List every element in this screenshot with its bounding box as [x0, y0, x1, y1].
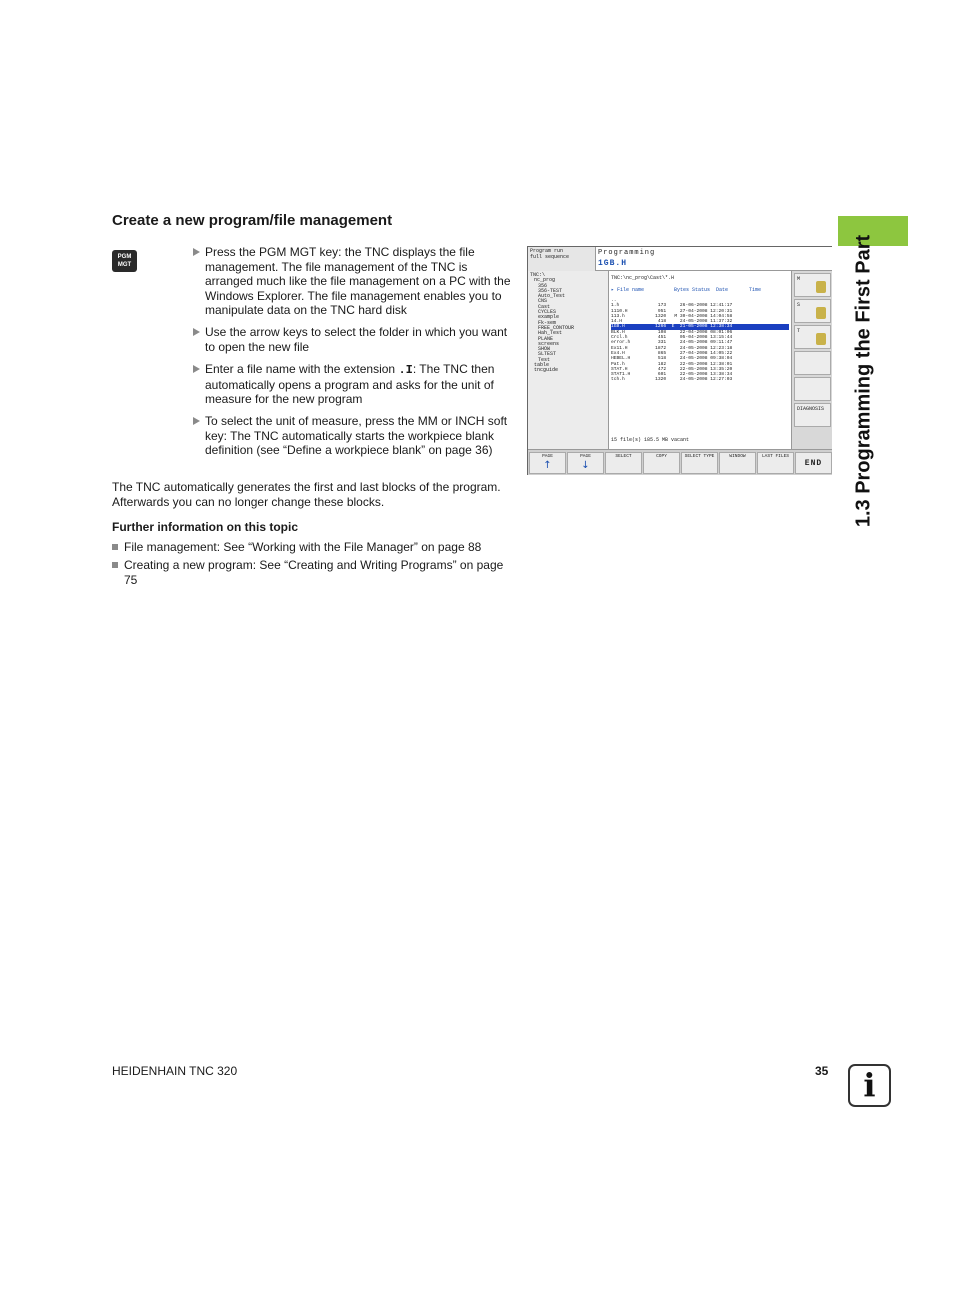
- tree-item[interactable]: screens: [538, 340, 560, 347]
- file-row[interactable]: Crcl.h 451 05-04-2008 13:15:44: [611, 335, 733, 341]
- programming-title: Programming: [598, 249, 656, 257]
- pgm-key-line1: PGM: [117, 254, 132, 260]
- file-row[interactable]: Ex4.H 865 27-04-2008 14:05:22: [611, 350, 733, 356]
- file-row[interactable]: Pat.h 182 22-05-2008 12:38:01: [611, 361, 733, 367]
- step-1-text: Press the PGM MGT key: the TNC displays the file management. The file management of the TNC is arranged much like the file management on a PC with the Windows Explorer. The file management enables you to manipulate data on the TNC hard disk: [205, 245, 511, 317]
- pgm-mgt-key-icon: [112, 250, 137, 272]
- further-item-2: [112, 558, 512, 587]
- triangle-bullet-icon: [193, 248, 200, 256]
- machine-icon: [816, 281, 826, 293]
- tree-item[interactable]: example: [538, 314, 560, 321]
- file-row[interactable]: 113.h 1320 M 30-04-2008 14:04:58: [611, 313, 733, 319]
- softkey-row: [528, 449, 832, 475]
- step-4: [193, 414, 511, 458]
- file-list-panel: [609, 271, 791, 449]
- tree-item[interactable]: nc_prog: [534, 277, 556, 284]
- triangle-bullet-icon: [193, 365, 200, 373]
- tree-item[interactable]: CNS: [538, 298, 548, 305]
- spindle-icon: [816, 307, 826, 319]
- file-row[interactable]: error.h 331 24-05-2008 09:11:47: [611, 340, 733, 346]
- select-type-label: SELECT TYPE: [684, 454, 715, 459]
- step-4-text: To select the unit of measure, press the MM or INCH soft key: The TNC automatically starts the workpiece blank definition (see “Define a workpiece blank” on page 36): [205, 414, 508, 457]
- tree-item[interactable]: table: [534, 362, 550, 369]
- page-down-label: PAGE: [580, 454, 591, 459]
- m-label: M: [797, 276, 801, 282]
- tree-item[interactable]: TNC:\: [530, 272, 546, 278]
- tree-item[interactable]: Hah_Test: [538, 330, 563, 337]
- further-info-heading: Further information on this topic: [112, 520, 298, 534]
- step-2: [193, 325, 511, 354]
- empty-softkey-1[interactable]: [794, 351, 831, 375]
- t-label: T: [797, 328, 801, 334]
- copy-label: COPY: [656, 454, 667, 459]
- arrow-down-icon: ↓: [581, 460, 590, 471]
- spindle-m-button[interactable]: [794, 273, 831, 297]
- step-2-text: Use the arrow keys to select the folder in which you want to open the new file: [205, 325, 508, 354]
- tree-item[interactable]: FREE_CONTOUR: [538, 324, 575, 331]
- tree-item[interactable]: Test: [538, 356, 551, 363]
- tree-item[interactable]: Fk-sem: [538, 319, 557, 326]
- chapter-side-title-text: 1.3 Programming the First Part: [852, 234, 875, 528]
- tree-item[interactable]: Cast: [538, 303, 551, 310]
- last-files-softkey[interactable]: [757, 452, 794, 474]
- active-file-name: 1GB.H: [598, 259, 628, 268]
- tool-icon: [816, 333, 826, 345]
- directory-tree: [528, 271, 609, 449]
- square-bullet-icon: [112, 562, 118, 568]
- file-row[interactable]: 14.H 418 24-05-2008 11:37:32: [611, 319, 733, 325]
- chapter-side-title: [840, 216, 888, 546]
- tree-item[interactable]: SHOW: [538, 346, 551, 353]
- window-label: WINDOW: [729, 454, 746, 459]
- file-row[interactable]: Ex11.H 1872 24-05-2008 12:23:18: [611, 345, 733, 351]
- end-label: END: [804, 459, 823, 468]
- triangle-bullet-icon: [193, 328, 200, 336]
- footer-product: HEIDENHAIN TNC 320: [112, 1064, 238, 1078]
- file-row[interactable]: tch.h 1320 24-05-2008 12:27:03: [611, 377, 733, 383]
- further-item-2-text: Creating a new program: See “Creating and Writing Programs” on page 75: [124, 558, 504, 587]
- body-paragraph: The TNC automatically generates the first and last blocks of the program. Afterwards you can no longer change these blocks.: [112, 480, 501, 509]
- select-label: SELECT: [615, 454, 632, 459]
- step-1: [193, 245, 511, 318]
- file-rows: [611, 298, 789, 383]
- file-row[interactable]: 1GB.H 1266 E 21-05-2008 12:38:34: [611, 324, 789, 329]
- tree-item[interactable]: tncguide: [534, 367, 559, 374]
- empty-softkey-2[interactable]: [794, 377, 831, 401]
- step-3-after: : The TNC then automatically opens a program and asks for the unit of measure for the new program: [205, 362, 495, 406]
- triangle-bullet-icon: [193, 417, 200, 425]
- file-row[interactable]: STAT.H 472 22-05-2008 13:35:20: [611, 366, 733, 372]
- tree-item[interactable]: 356-TEST: [538, 287, 563, 294]
- copy-softkey[interactable]: [643, 452, 680, 474]
- further-item-1-text: File management: See “Working with the File Manager” on page 88: [124, 540, 482, 554]
- file-row[interactable]: STAT1.H 601 22-05-2008 13:38:34: [611, 372, 733, 378]
- tnc-screen-screenshot: [527, 246, 832, 475]
- page-down-softkey[interactable]: [567, 452, 604, 474]
- window-softkey[interactable]: [719, 452, 756, 474]
- operating-mode-panel: [528, 247, 596, 271]
- tree-item[interactable]: SLTEST: [538, 351, 557, 358]
- step-3-before: Enter a file name with the extension: [205, 362, 399, 376]
- mode-line-2: full sequence: [530, 253, 570, 260]
- programming-header: [596, 247, 832, 271]
- spindle-s-button[interactable]: [794, 299, 831, 323]
- diagnosis-button[interactable]: [794, 403, 831, 427]
- section-title: Create a new program/file management: [112, 212, 393, 229]
- end-softkey[interactable]: [795, 452, 832, 474]
- tree-item[interactable]: 356: [538, 282, 548, 289]
- file-row[interactable]: BLK.H 108 22-04-2008 08:01:06: [611, 329, 733, 335]
- file-status-line: 15 file(s) 185.5 MB vacant: [611, 437, 690, 443]
- file-row[interactable]: ..: [611, 298, 617, 303]
- step-3-text: [205, 362, 511, 407]
- file-row[interactable]: HEBEL.H 518 24-05-2008 09:38:04: [611, 356, 733, 362]
- info-icon: i: [848, 1064, 891, 1107]
- tree-item[interactable]: PLANE: [538, 335, 554, 342]
- tree-item[interactable]: Auto_Test: [538, 293, 566, 300]
- file-row[interactable]: 1110.H 951 27-04-2008 12:20:31: [611, 308, 733, 314]
- further-item-1: [112, 540, 512, 555]
- tool-t-button[interactable]: [794, 325, 831, 349]
- file-row[interactable]: 1.h 173 26-06-2008 12:41:17: [611, 303, 733, 309]
- tree-item[interactable]: CYCLES: [538, 309, 557, 316]
- mode-line-1: Program run: [530, 248, 564, 254]
- page-up-label: PAGE: [542, 454, 553, 459]
- select-softkey[interactable]: [605, 452, 642, 474]
- file-path: TNC:\nc_prog\Cast\*.H: [611, 275, 675, 281]
- vertical-softkey-panel: [791, 271, 832, 449]
- step-3-code: .I: [398, 363, 413, 377]
- page-number: 35: [815, 1064, 829, 1078]
- pgm-key-line2: MGT: [117, 262, 132, 268]
- page-up-softkey[interactable]: [529, 452, 566, 474]
- s-label: S: [797, 302, 801, 308]
- arrow-up-icon: ↑: [543, 460, 552, 471]
- square-bullet-icon: [112, 544, 118, 550]
- diagnosis-label: DIAGNOSIS: [797, 406, 825, 412]
- last-files-label: LAST FILES: [761, 454, 789, 459]
- step-3: [193, 362, 511, 407]
- select-type-softkey[interactable]: [681, 452, 718, 474]
- file-list-header: ▸ File name Bytes Status Date Time: [611, 287, 762, 293]
